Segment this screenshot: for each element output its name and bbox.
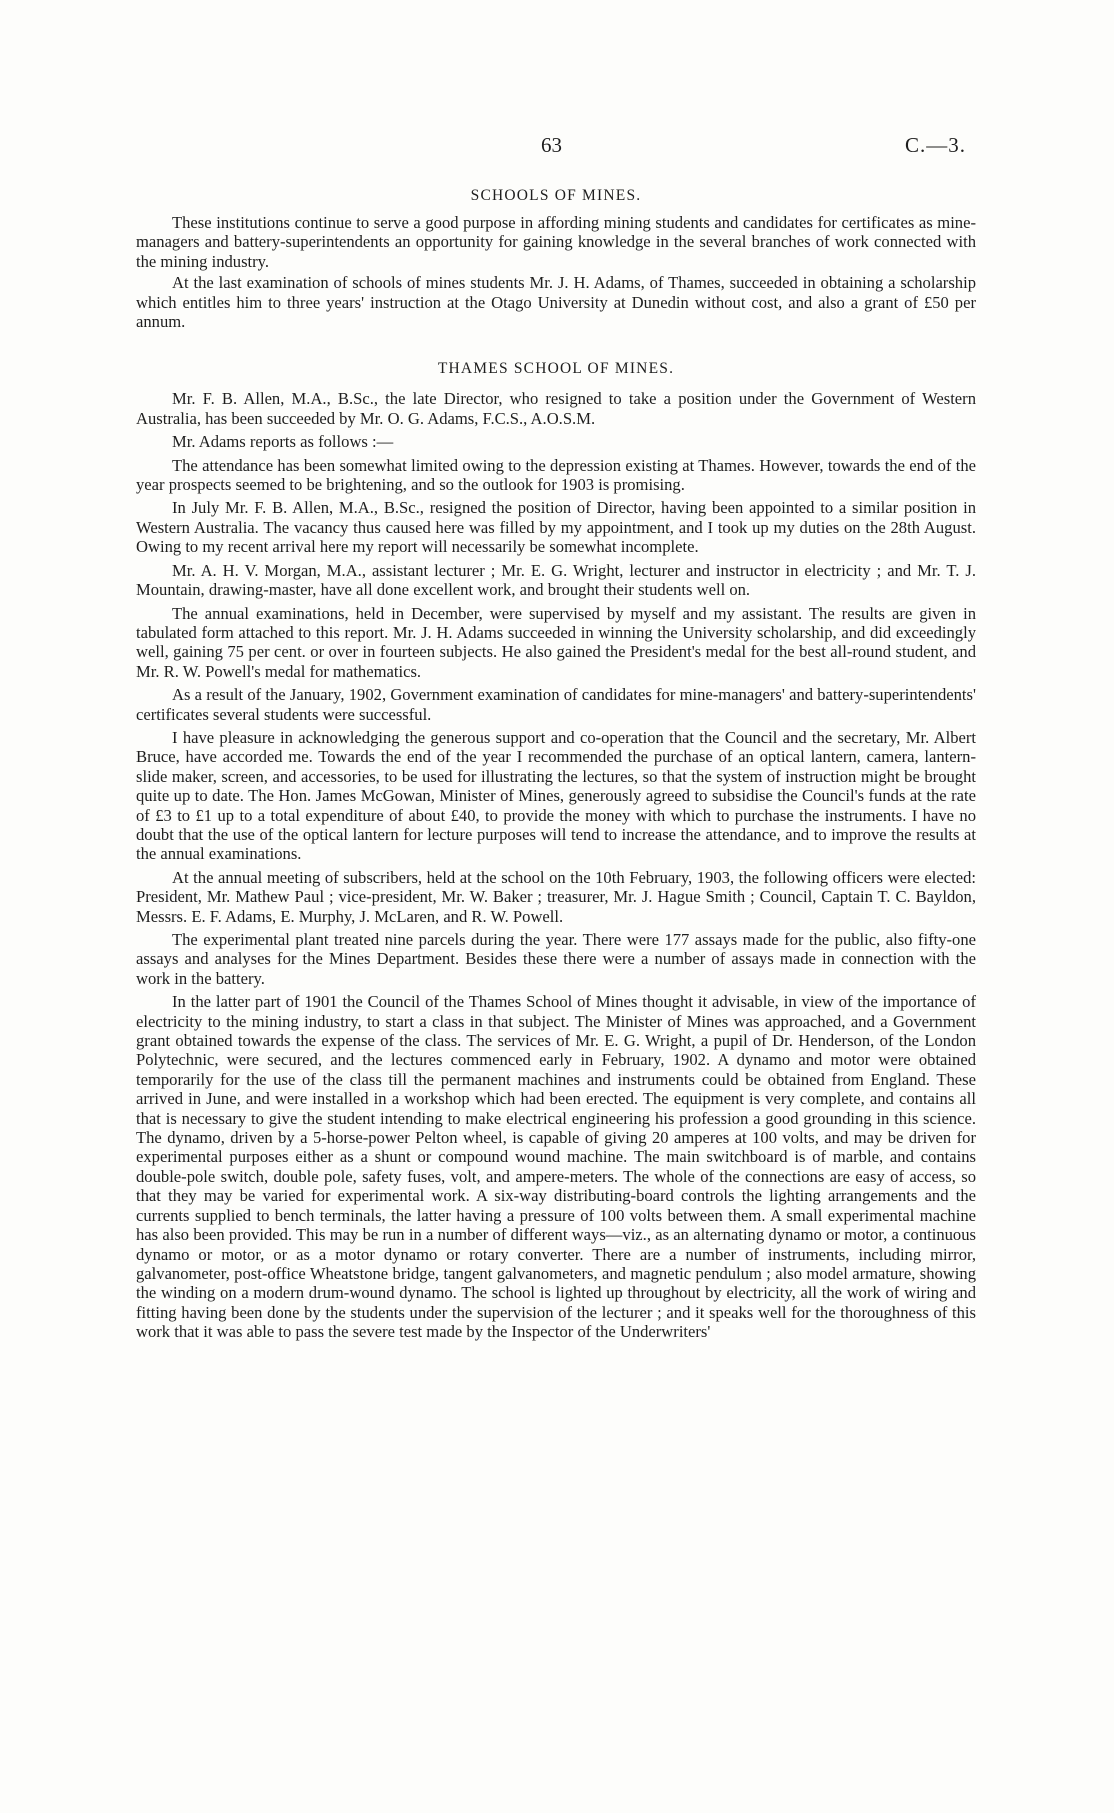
paragraph: At the last examination of schools of mines students Mr. J. H. Adams, of Thames, succeeded in obtaining a scholarship which entitles him to three years' instruction at the Otago University at Dunedin without cost, and also a grant of £50 per annum. bbox=[136, 273, 976, 332]
paragraph: The experimental plant treated nine parcels during the year. There were 177 assays made for the public, also fifty-one assays and analyses for the Mines Department. Besides these there were a number of assays made in connection with the work in the battery. bbox=[136, 930, 976, 988]
section-heading-schools-of-mines: SCHOOLS OF MINES. bbox=[470, 187, 642, 204]
page-number: 63 bbox=[541, 133, 562, 157]
paragraph: Mr. Adams reports as follows :— bbox=[172, 432, 394, 452]
paragraph: In July Mr. F. B. Allen, M.A., B.Sc., resigned the position of Director, having been appointed to a similar position in Western Australia. The vacancy thus caused here was filled by my appointment, and I took up my duties on the 28th August. Owing to my recent arrival here my report will necessarily be somewhat incomplete. bbox=[136, 498, 976, 557]
section-heading-thames-school: THAMES SCHOOL OF MINES. bbox=[437, 360, 675, 378]
document-reference: C.—3. bbox=[905, 133, 967, 157]
paragraph: Mr. F. B. Allen, M.A., B.Sc., the late Director, who resigned to take a position under the Government of Western Australia, has been succeeded by Mr. O. G. Adams, F.C.S., A.O.S.M. bbox=[136, 389, 976, 428]
paragraph: Mr. A. H. V. Morgan, M.A., assistant lecturer ; Mr. E. G. Wright, lecturer and instructor in electricity ; and Mr. T. J. Mountain, drawing-master, have all done excellent work, and brought their students well on. bbox=[136, 560, 976, 600]
paragraph: In the latter part of 1901 the Council of the Thames School of Mines thought it advisable, in view of the importance of electricity to the mining industry, to start a class in that subject. The Minister of Mines was approached, and a Government grant obtained towards the expense of the class. The services of Mr. E. G. Wright, a pupil of Dr. Henderson, of the London Polytechnic, were secured, and the lectures commenced early in February, 1902. A dynamo and motor were obtained temporarily for the use of the class till the permanent machines and instruments could be obtained from England. These arrived in June, and were installed in a workshop which had been erected. The equipment is very complete, and contains all that is necessary to give the student intending to make electrical engineering his profession a good grounding in this science. The dynamo, driven by a 5-horse-power Pelton wheel, is capable of giving 20 amperes at 100 volts, and may be driven for experimental purposes either as a shunt or compound wound machine. The main switchboard is of marble, and contains double-pole switch, double pole, safety fuses, volt, and ampere-meters. The whole of the connections are easy of access, so that they may be varied for experimental work. A six-way distributing-board controls the lighting arrangements and the currents supplied to bench terminals, the latter having a pressure of 100 volts between them. A small experimental machine has also been provided. This may be run in a number of different ways—viz., as an alternating dynamo or motor, a continuous dynamo or motor, or as a motor dynamo or rotary converter. There are a number of instruments, including mirror, galvanometer, post-office Wheatstone bridge, tangent galvanometers, and magnetic pendulum ; also model armature, showing the winding on a modern drum-wound dynamo. The school is lighted up throughout by electricity, all the work of wiring and fitting having been done by the students under the supervision of the lecturer ; and it speaks well for the thoroughness of this work that it was able to pass the severe test made by the Inspector of the Underwriters' bbox=[136, 992, 976, 1342]
paragraph: These institutions continue to serve a good purpose in affording mining students and candidates for certificates as mine-managers and battery-superintendents an opportunity for gaining knowledge in the several branches of work connected with the mining industry. bbox=[136, 213, 976, 271]
document-body bbox=[136, 186, 976, 1346]
page-header bbox=[0, 133, 1114, 163]
paragraph: At the annual meeting of subscribers, held at the school on the 10th February, 1903, the following officers were elected: President, Mr. Mathew Paul ; vice-president, Mr. W. Baker ; treasurer, Mr. J. Hague Smith ; Council, Captain T. C. Bayldon, Messrs. E. F. Adams, E. Murphy, J. McLaren, and R. W. Powell. bbox=[136, 867, 976, 926]
paragraph: As a result of the January, 1902, Government examination of candidates for mine-managers' and battery-superintendents' certificates several students were successful. bbox=[136, 685, 976, 724]
paragraph: The attendance has been somewhat limited owing to the depression existing at Thames. However, towards the end of the year prospects seemed to be brightening, and so the outlook for 1903 is promising. bbox=[136, 455, 976, 495]
paragraph: I have pleasure in acknowledging the generous support and co-operation that the Council and the secretary, Mr. Albert Bruce, have accorded me. Towards the end of the year I recommended the purchase of an optical lantern, camera, lantern-slide maker, screen, and accessories, to be used for illustrating the lectures, so that the system of instruction might be brought quite up to date. The Hon. James McGowan, Minister of Mines, generously agreed to subsidise the Council's funds at the rate of £3 to £1 up to a total expenditure of about £40, to provide the money with which to purchase the instruments. I have no doubt that the use of the optical lantern for lecture purposes will tend to increase the attendance, and to improve the results at the annual examinations. bbox=[136, 727, 976, 864]
paragraph: The annual examinations, held in December, were supervised by myself and my assistant. The results are given in tabulated form attached to this report. Mr. J. H. Adams succeeded in winning the University scholarship, and did exceedingly well, gaining 75 per cent. or over in fourteen subjects. He also gained the President's medal for the best all-round student, and Mr. R. W. Powell's medal for mathematics. bbox=[136, 603, 976, 681]
